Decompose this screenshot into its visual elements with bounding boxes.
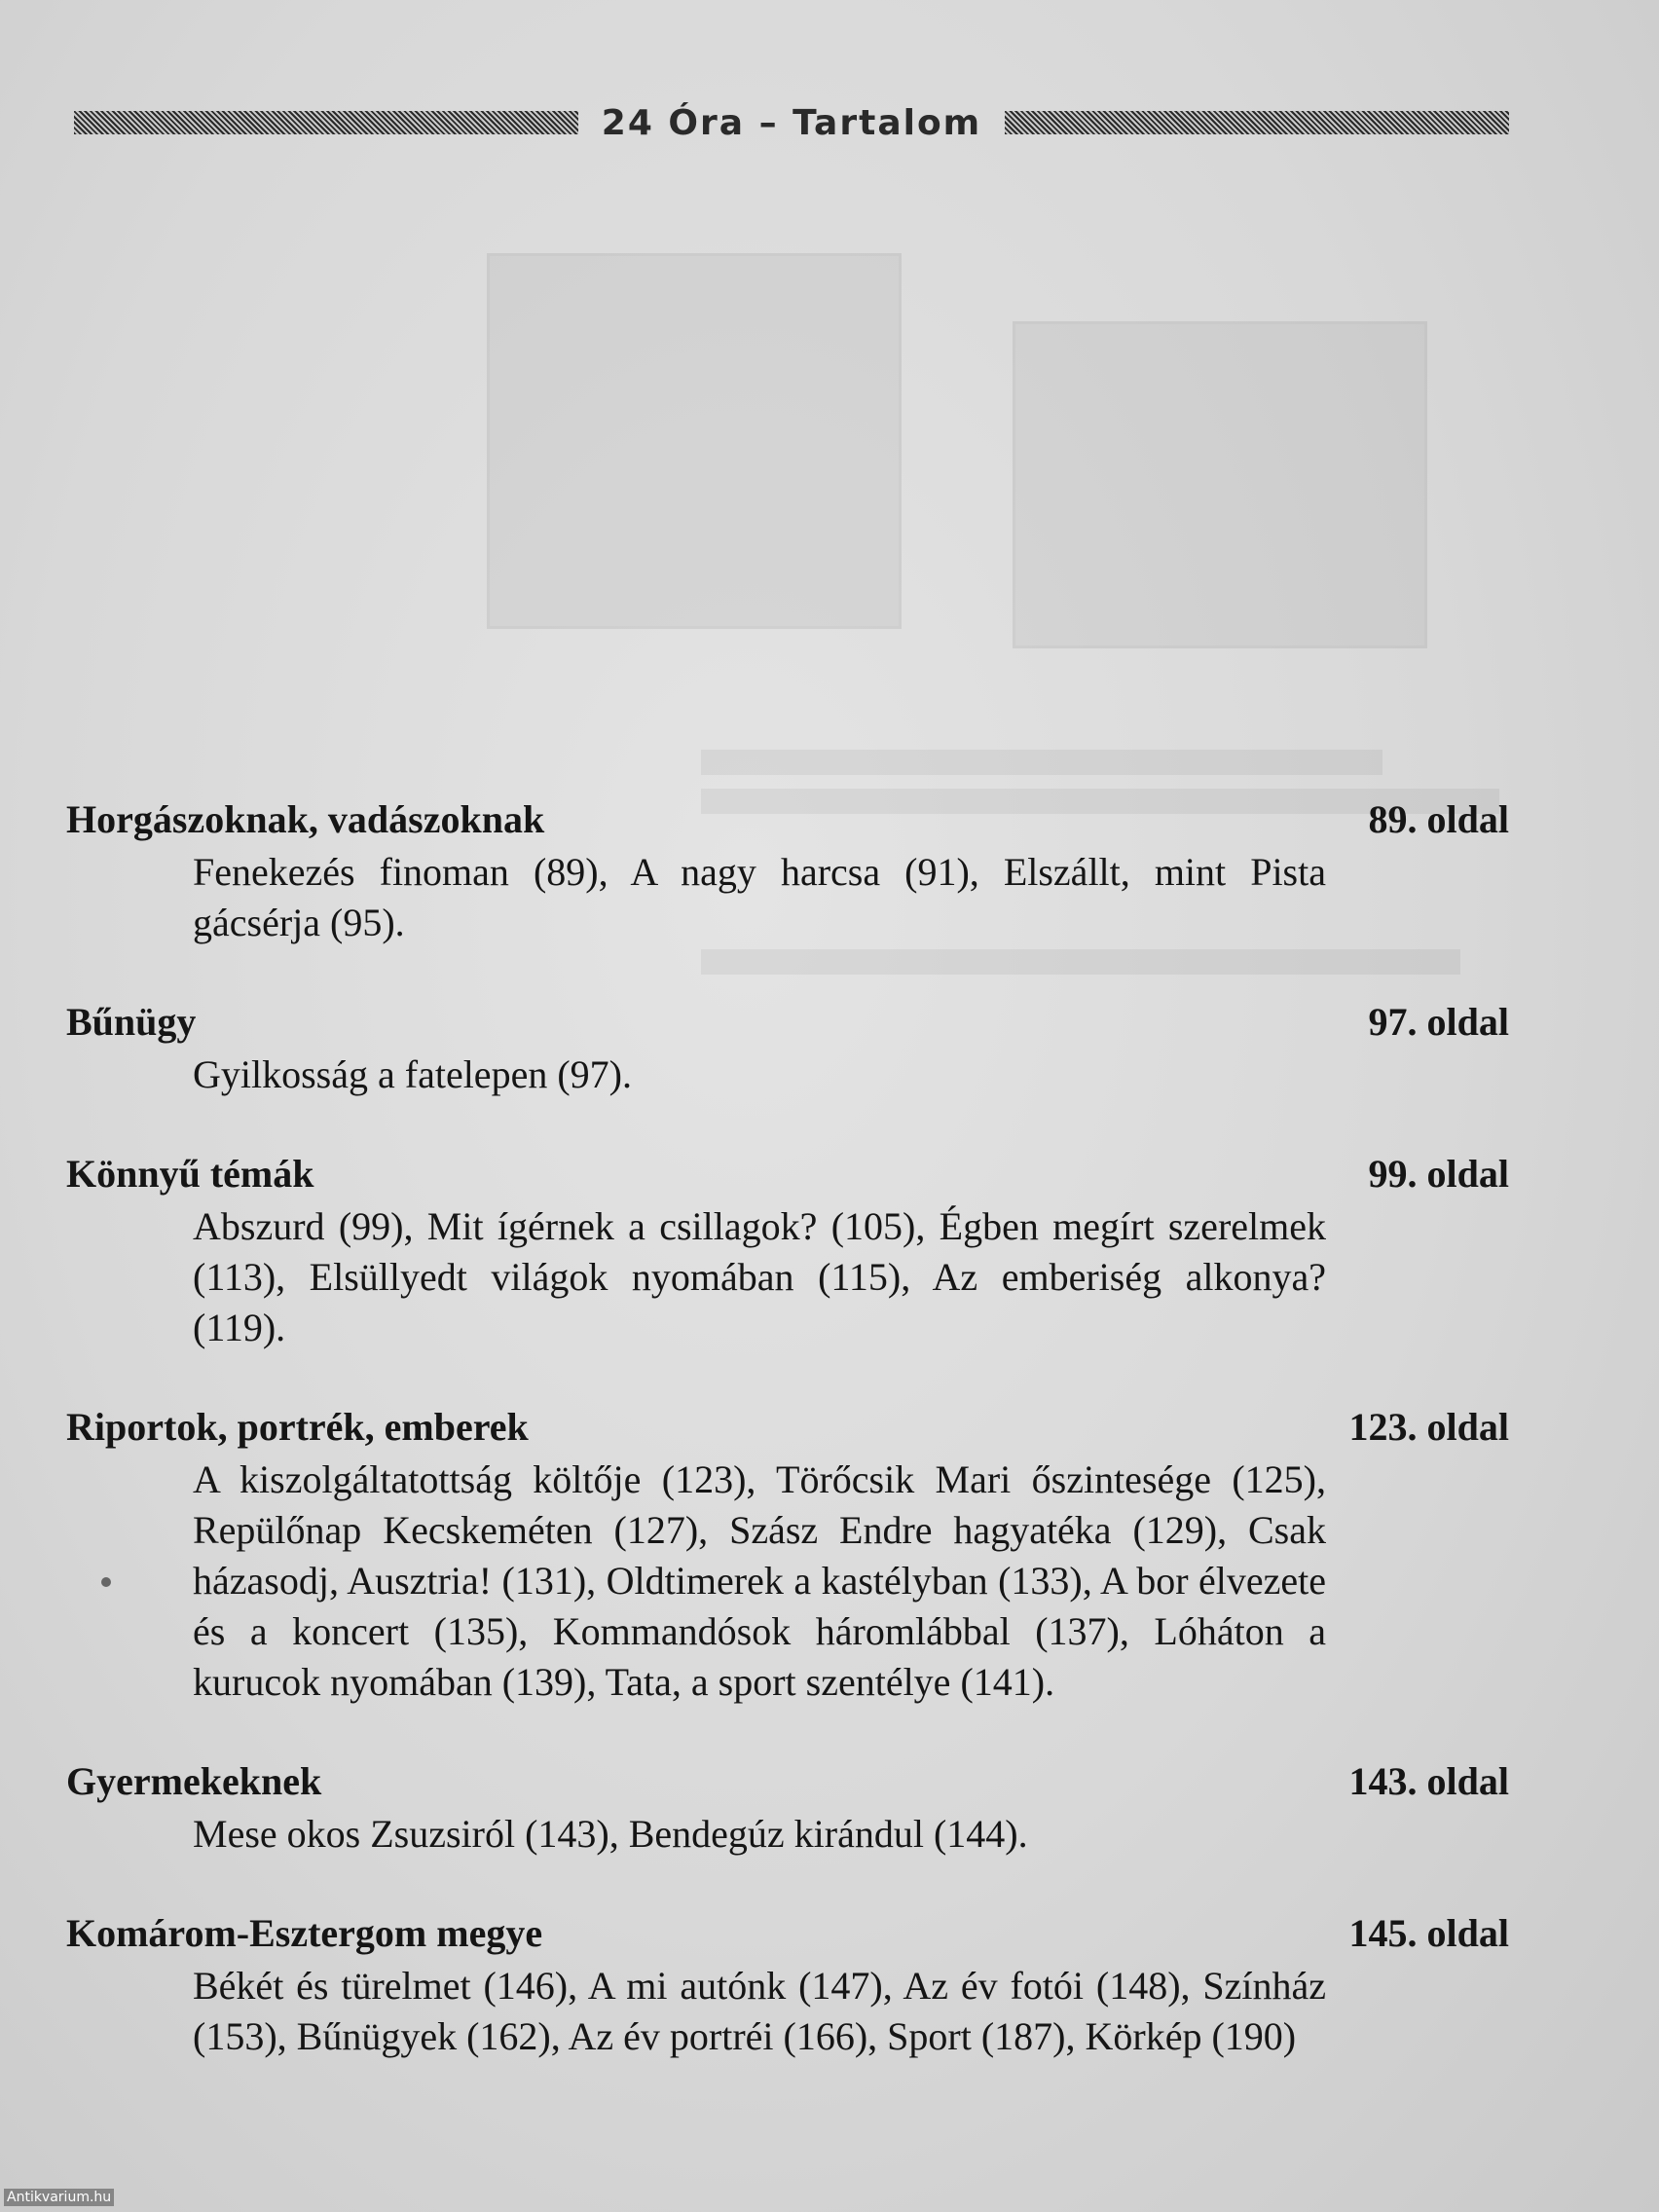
toc-section-page: 143. oldal (1348, 1759, 1509, 1803)
watermark: Antikvarium.hu (4, 2189, 114, 2206)
toc-section-articles: Fenekezés finoman (89), A nagy harcsa (91), Elszállt, mint Pista gácsérja (95). (193, 850, 1326, 944)
toc-section-articles: Gyilkosság a fatelepen (97). (193, 1052, 632, 1096)
toc-section-articles: Abszurd (99), Mit ígérnek a csillagok? (105), Égben megírt szerelmek (113), Elsüllyedt világok nyomában (115), Az emberiség alkonya? (119). (193, 1204, 1326, 1349)
toc-section-page: 97. oldal (1368, 1000, 1509, 1044)
toc-section-header (66, 1151, 1509, 1201)
toc-section-header (66, 1910, 1509, 1961)
page-header (74, 103, 1509, 142)
toc-section (66, 796, 1509, 948)
toc-section (66, 999, 1509, 1100)
toc-section-title: Könnyű témák (66, 1152, 314, 1196)
header-title: 24 Óra – Tartalom (601, 102, 982, 143)
toc-section-header (66, 1404, 1509, 1455)
toc-section-title: Bűnügy (66, 1000, 197, 1044)
table-of-contents (66, 796, 1509, 2113)
toc-section (66, 1910, 1509, 2062)
toc-section-title: Horgászoknak, vadászoknak (66, 797, 545, 841)
toc-section (66, 1404, 1509, 1708)
toc-section-page: 89. oldal (1368, 797, 1509, 841)
ink-speck (101, 1577, 111, 1587)
toc-section-articles: A kiszolgáltatottság költője (123), Törőcsik Mari őszintesége (125), Repülőnap Kecskeméten (127), Szász Endre hagyatéka (129), Csak házasodj, Ausztria! (131), Oldtimerek a kastélyban (133), A bor élvezete és a koncert (135), Kommandósok háromlábbal (137), Lóháton a kurucok nyomában (139), Tata, a sport szentélye (141). (193, 1457, 1326, 1704)
toc-section-header (66, 999, 1509, 1050)
toc-section-title: Riportok, portrék, emberek (66, 1405, 529, 1449)
toc-section-page: 99. oldal (1368, 1152, 1509, 1196)
toc-section (66, 1151, 1509, 1353)
bleed-through-image-right (1013, 321, 1427, 648)
toc-section-articles: Békét és türelmet (146), A mi autónk (147), Az év fotói (148), Színház (153), Bűnügyek (162), Az év portréi (166), Sport (187), Körkép (190) (193, 1964, 1326, 2058)
toc-section (66, 1758, 1509, 1860)
bleed-through-image-left (487, 253, 902, 629)
toc-section-header (66, 1758, 1509, 1809)
toc-section-header (66, 796, 1509, 847)
bleed-through-line (701, 750, 1382, 775)
header-rule-right (1005, 111, 1509, 134)
toc-section-articles: Mese okos Zsuzsiról (143), Bendegúz kirándul (144). (193, 1812, 1028, 1856)
toc-section-page: 123. oldal (1348, 1405, 1509, 1449)
toc-section-title: Gyermekeknek (66, 1759, 322, 1803)
toc-section-page: 145. oldal (1348, 1911, 1509, 1955)
header-rule-left (74, 111, 578, 134)
toc-section-title: Komárom-Esztergom megye (66, 1911, 543, 1955)
